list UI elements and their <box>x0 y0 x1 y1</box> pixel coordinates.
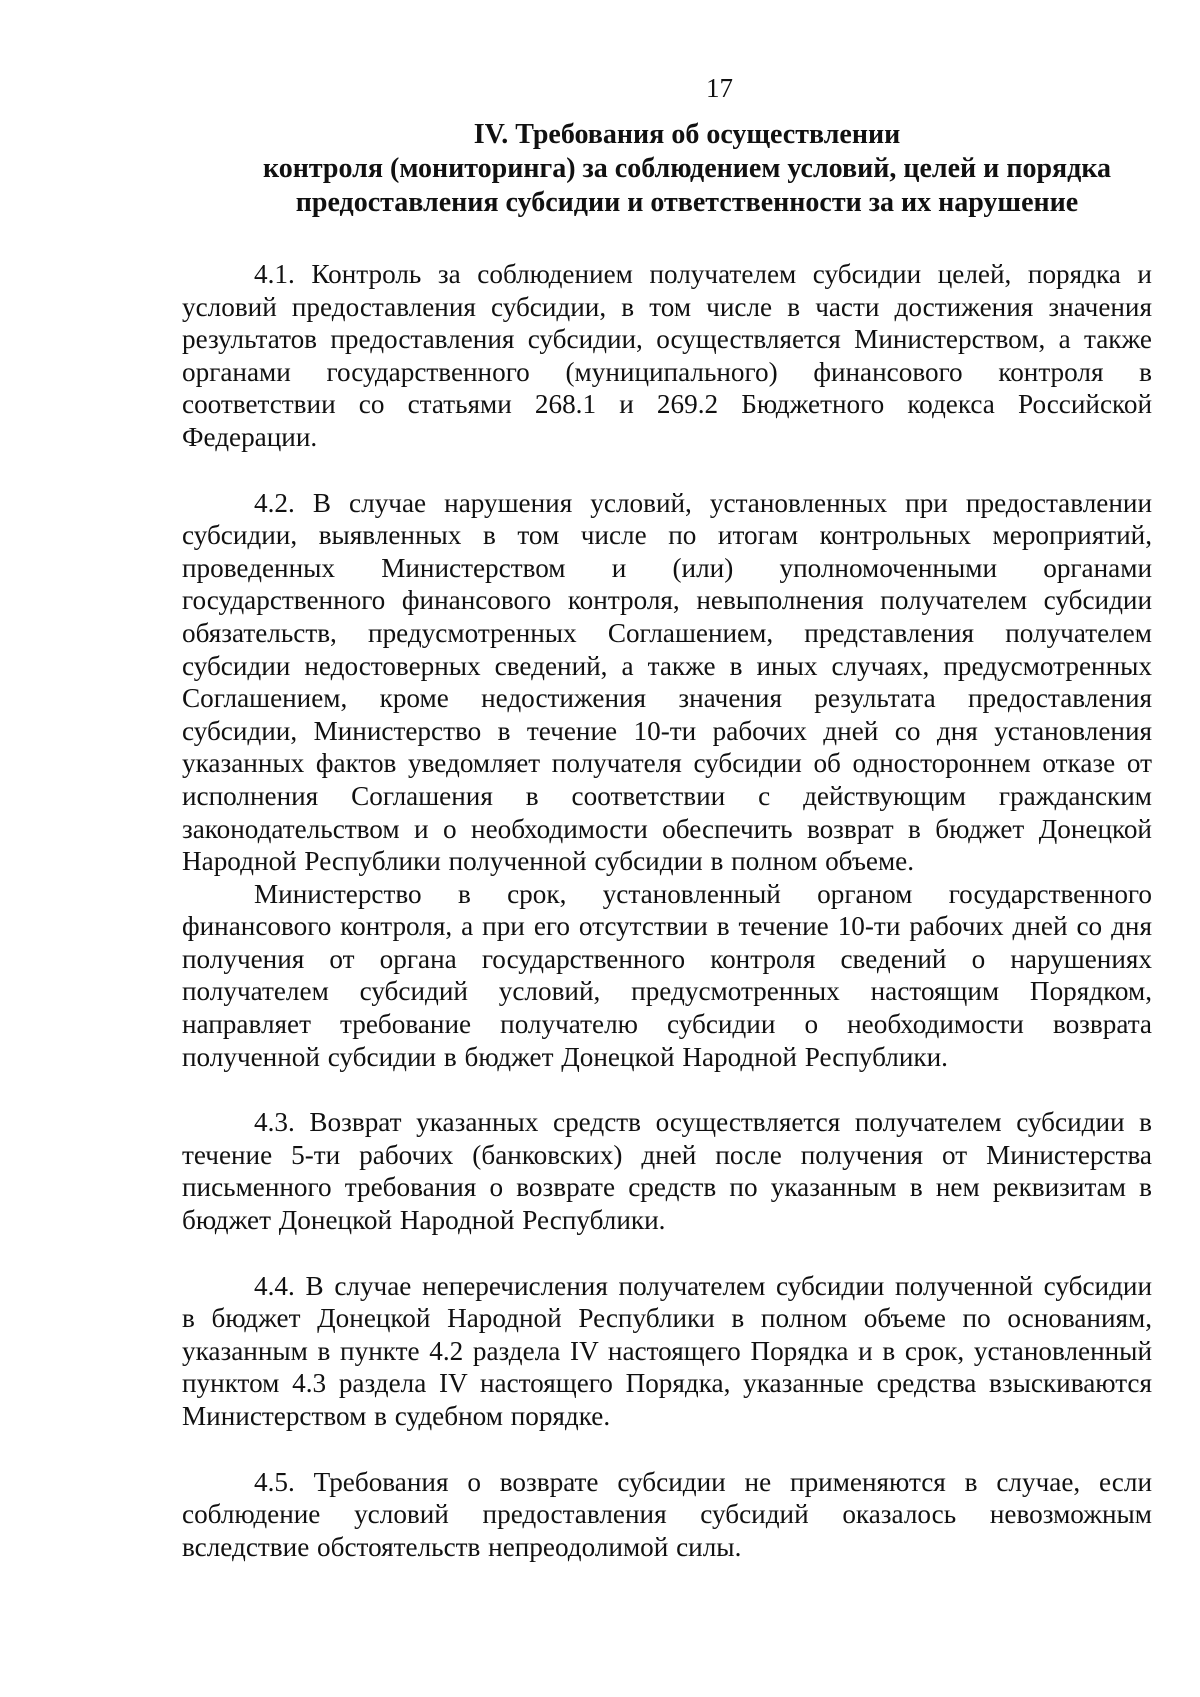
paragraph-4-5: 4.5. Требования о возврате субсидии не применяются в случае, если соблюдение условий предоставления субсидий оказалось невозможным вследствие обстоятельств непреодолимой силы. <box>182 1466 1152 1562</box>
paragraph-spacer <box>182 1433 1152 1466</box>
section-heading-line-2: контроля (мониторинга) за соблюдением условий, целей и порядка <box>262 153 1112 184</box>
section-heading <box>182 118 1152 220</box>
page-number: 17 <box>706 73 733 103</box>
paragraph-4-2: 4.2. В случае нарушения условий, установленных при предоставлении субсидии, выявленных в том числе по итогам контрольных мероприятий, проведенных Министерством и (или) уполномоченными органами государственного финансового контроля, невыполнения получателем субсидии обязательств, предусмотренных Соглашением, представления получателем субсидии недостоверных сведений, а также в иных случаях, предусмотренных Соглашением, кроме недостижения значения результата предоставления субсидии, Министерство в течение 10-ти рабочих дней со дня установления указанных фактов уведомляет получателя субсидии об одностороннем отказе от исполнения Соглашения в соответствии с действующим гражданским законодательством и о необходимости обеспечить возврат в бюджет Донецкой Народной Республики полученной субсидии в полном объеме. <box>182 487 1152 877</box>
paragraph-4-2-continuation: Министерство в срок, установленный органом государственного финансового контроля, а при его отсутствии в течение 10-ти рабочих дней со дня получения от органа государственного контроля сведений о нарушениях получателем субсидий условий, предусмотренных настоящим Порядком, направляет требование получателю субсидии о необходимости возврата полученной субсидии в бюджет Донецкой Народной Республики. <box>182 878 1152 1072</box>
section-heading-line-1: IV. Требования об осуществлении <box>473 119 901 150</box>
paragraph-4-1: 4.1. Контроль за соблюдением получателем субсидии целей, порядка и условий предоставления субсидии, в том числе в части достижения значения результатов предоставления субсидии, осуществляется Министерством, а также органами государственного (муниципального) финансового контроля в соответствии со статьями 268.1 и 269.2 Бюджетного кодекса Российской Федерации. <box>182 259 1152 452</box>
document-page <box>182 70 1152 1563</box>
section-heading-line-3: предоставления субсидии и ответственности за их нарушение <box>295 187 1079 218</box>
paragraph-4-3: 4.3. Возврат указанных средств осуществляется получателем субсидии в течение 5-ти рабочих (банковских) дней после получения от Министерства письменного требования о возврате средств по указанным в нем реквизитам в бюджет Донецкой Народной Республики. <box>182 1107 1152 1236</box>
paragraph-spacer <box>182 1073 1152 1106</box>
paragraph-spacer <box>182 1237 1152 1270</box>
paragraph-spacer <box>182 454 1152 487</box>
paragraph-4-4: 4.4. В случае неперечисления получателем субсидии полученной субсидии в бюджет Донецкой Народной Республики в полном объеме по основаниям, указанным в пункте 4.2 раздела IV настоящего Порядка и в срок, установленный пунктом 4.3 раздела IV настоящего Порядка, указанные средства взыскиваются Министерством в судебном порядке. <box>182 1270 1152 1431</box>
